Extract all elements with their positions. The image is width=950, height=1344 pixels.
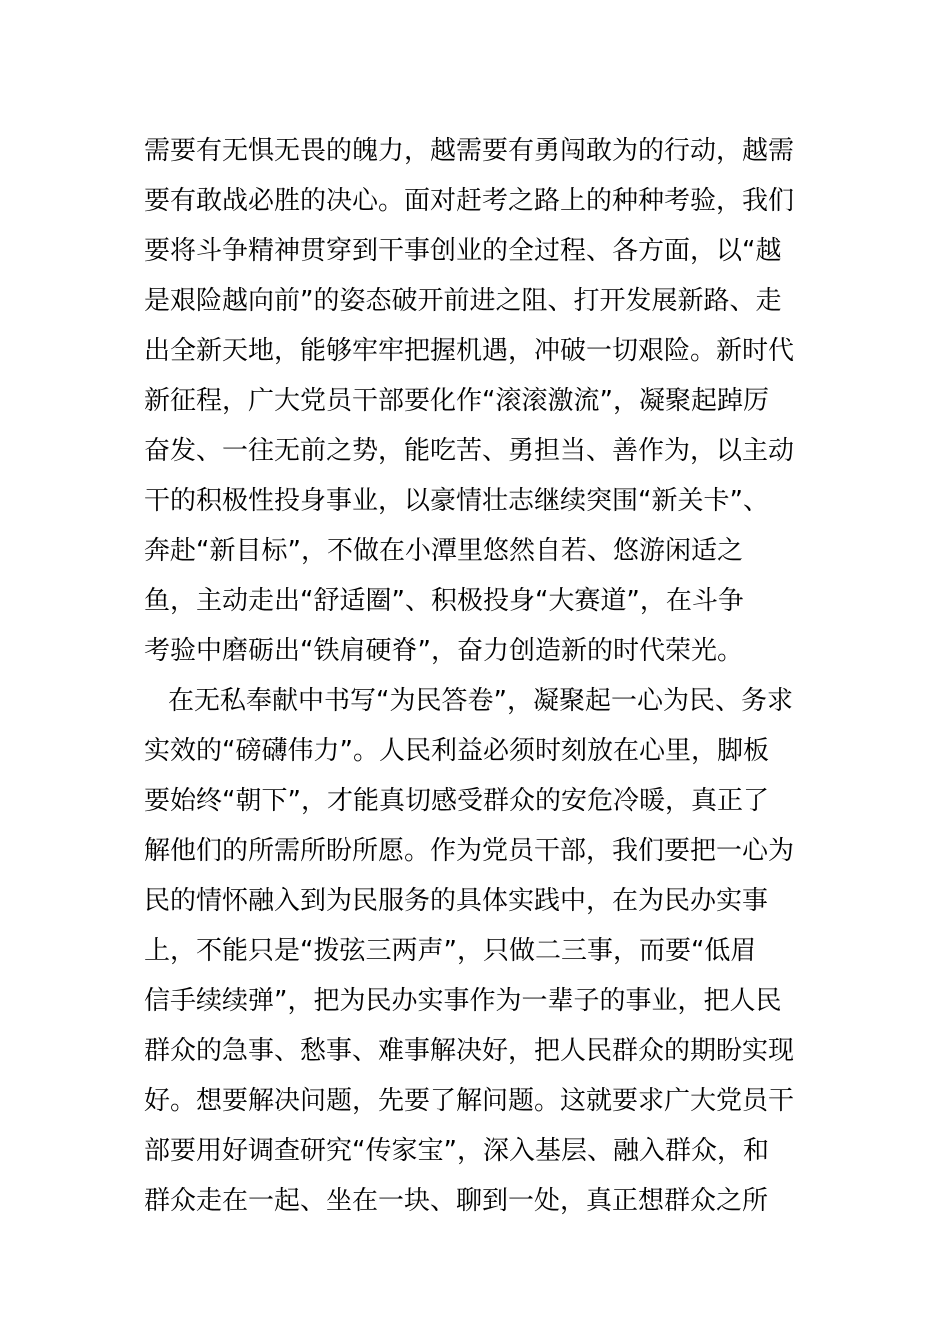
text-line: 鱼，主动走出“舒适圈”、积极投身“大赛道”，在斗争 (144, 586, 744, 616)
text-line: 解他们的所需所盼所愿。作为党员干部，我们要把一心为 (144, 836, 795, 866)
text-line: 出全新天地，能够牢牢把握机遇，冲破一切艰险。新时代 (144, 336, 795, 366)
paragraph-start-line: 在无私奉献中书写“为民答卷”，凝聚起一心为民、务求 (168, 686, 793, 716)
text-line: 群众的急事、愁事、难事解决好，把人民群众的期盼实现 (144, 1036, 795, 1066)
text-line: 要有敢战必胜的决心。面对赶考之路上的种种考验，我们 (144, 186, 795, 216)
text-line: 考验中磨砺出“铁肩硬脊”，奋力创造新的时代荣光。 (144, 636, 743, 666)
text-line: 部要用好调查研究“传家宝”，深入基层、融入群众，和 (144, 1136, 769, 1166)
text-line: 上，不能只是“拨弦三两声”，只做二三事，而要“低眉 (144, 936, 757, 966)
body-text (144, 126, 824, 1226)
text-line: 群众走在一起、坐在一块、聊到一处，真正想群众之所 (144, 1186, 769, 1216)
text-line: 要将斗争精神贯穿到干事创业的全过程、各方面，以“越 (144, 236, 782, 266)
text-line: 新征程，广大党员干部要化作“滚滚激流”，凝聚起踔厉 (144, 386, 769, 416)
text-line: 实效的“磅礴伟力”。人民利益必须时刻放在心里，脚板 (144, 736, 769, 766)
text-line: 奔赴“新目标”，不做在小潭里悠然自若、悠游闲适之 (144, 536, 743, 566)
text-line: 需要有无惧无畏的魄力，越需要有勇闯敢为的行动，越需 (144, 136, 795, 166)
text-line: 信手续续弹”，把为民办实事作为一辈子的事业，把人民 (144, 986, 782, 1016)
text-line: 好。想要解决问题，先要了解问题。这就要求广大党员干 (144, 1086, 795, 1116)
text-line: 是艰险越向前”的姿态破开前进之阻、打开发展新路、走 (144, 286, 782, 316)
text-line: 干的积极性投身事业，以豪情壮志继续突围“新关卡”、 (144, 486, 769, 516)
text-line: 奋发、一往无前之势，能吃苦、勇担当、善作为，以主动 (144, 436, 795, 466)
text-line: 要始终“朝下”，才能真切感受群众的安危冷暖，真正了 (144, 786, 769, 816)
text-line: 民的情怀融入到为民服务的具体实践中，在为民办实事 (144, 886, 769, 916)
